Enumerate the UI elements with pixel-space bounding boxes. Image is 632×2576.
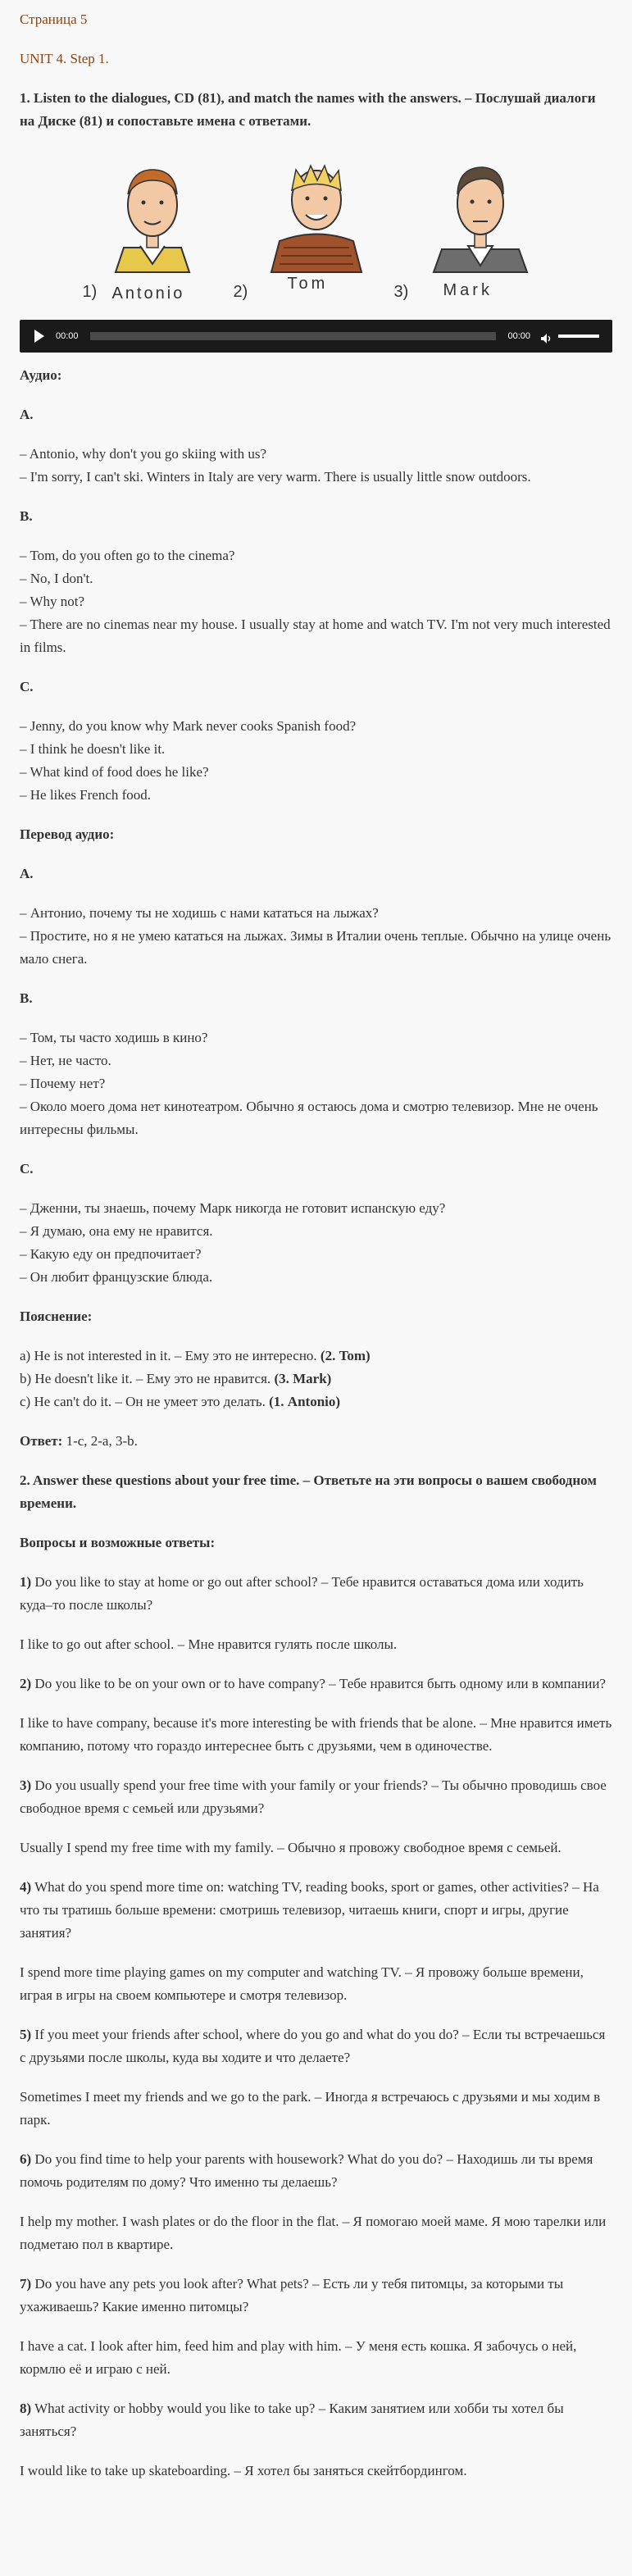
audio-c-line: – Jenny, do you know why Mark never cooks Spanish food? <box>20 718 357 734</box>
question-text: Do you have any pets you look after? What pets? – Есть ли у тебя питомцы, за которыми ты ухаживаешь? Какие именно питомцы? <box>20 2276 564 2314</box>
audio-a-line: – I'm sorry, I can't ski. Winters in Italy are very warm. There is usually little snow outdoors. <box>20 469 531 485</box>
volume-icon[interactable] <box>540 330 552 342</box>
translation-a-line: – Простите, но я не умею кататься на лыжах. Зимы в Италии очень теплые. Обычно на улице очень мало снега. <box>20 928 612 967</box>
audio-c-label: C. <box>20 679 34 694</box>
explanation-answer: (1. Antonio) <box>269 1394 341 1409</box>
answer-3: Usually I spend my free time with my family. – Обычно я провожу свободное время с семьей. <box>20 1840 562 1855</box>
label-num-2: 2) <box>233 283 248 301</box>
audio-c-line: – What kind of food does he like? <box>20 764 209 780</box>
question-1 <box>20 1571 612 1617</box>
answer-5: Sometimes I meet my friends and we go to the park. – Иногда я встречаюсь с друзьями и мы ходим в парк. <box>20 2089 601 2128</box>
audio-b-line: – Tom, do you often go to the cinema? <box>20 548 235 563</box>
audio-player <box>20 320 612 353</box>
translation-a <box>20 902 612 971</box>
audio-a <box>20 443 612 489</box>
translation-c-line: – Я думаю, она ему не нравится. <box>20 1223 213 1239</box>
translation-b-label: B. <box>20 990 33 1006</box>
explanation-line: b) He doesn't like it. – Ему это не нравится. <box>20 1371 275 1386</box>
question-number: 1) <box>20 1574 32 1590</box>
audio-c-line: – I think he doesn't like it. <box>20 741 166 757</box>
answer-label: Ответ: <box>20 1433 63 1449</box>
label-mark: Mark <box>443 281 493 299</box>
question-number: 3) <box>20 1777 32 1793</box>
audio-b <box>20 544 612 659</box>
question-number: 8) <box>20 2401 32 2416</box>
question-text: Do you like to stay at home or go out after school? – Тебе нравится оставаться дома или ходить куда–то после школы? <box>20 1574 584 1613</box>
translation-a-label: A. <box>20 866 34 881</box>
seek-bar[interactable] <box>90 332 497 340</box>
audio-b-line: – No, I don't. <box>20 571 93 586</box>
unit-title: UNIT 4. Step 1. <box>20 51 109 66</box>
translation-a-line: – Антонио, почему ты не ходишь с нами кататься на лыжах? <box>20 905 379 921</box>
question-2 <box>20 1673 612 1695</box>
answer-text: 1-c, 2-a, 3-b. <box>62 1433 138 1449</box>
question-5 <box>20 2023 612 2069</box>
translation-title: Перевод аудио: <box>20 826 115 842</box>
audio-title: Аудио: <box>20 367 62 383</box>
answer-4: I spend more time playing games on my computer and watching TV. – Я провожу больше времени, играя в игры на своем компьютере и смотря телевизор. <box>20 1964 584 2003</box>
label-num-3: 3) <box>393 283 409 301</box>
answer-8: I would like to take up skateboarding. – Я хотел бы заняться скейтбордингом. <box>20 2463 467 2478</box>
audio-b-label: B. <box>20 508 33 524</box>
explanation-line: a) He is not interested in it. – Ему это не интересно. <box>20 1348 321 1363</box>
task2-subtitle: Вопросы и возможные ответы: <box>20 1535 216 1550</box>
answer <box>20 1430 612 1453</box>
question-number: 2) <box>20 1676 32 1691</box>
task2-title: 2. Answer these questions about your free time. – Ответьте на эти вопросы о вашем свободном времени. <box>20 1472 597 1511</box>
task1-title: 1. Listen to the dialogues, CD (81), and match the names with the answers. – Послушай диалоги на Диске (81) и сопоставьте имена с ответами. <box>20 90 596 129</box>
question-text: If you meet your friends after school, where do you go and what do you do? – Если ты встречаешься с друзьями после школы, куда вы ходите и что делаете? <box>20 2027 606 2065</box>
audio-b-line: – There are no cinemas near my house. I usually stay at home and watch TV. I'm not very much interested in films. <box>20 617 611 655</box>
question-number: 7) <box>20 2276 32 2292</box>
answer-6: I help my mother. I wash plates or do the floor in the flat. – Я помогаю моей маме. Я мою тарелки или подметаю пол в квартире. <box>20 2214 607 2252</box>
audio-a-label: A. <box>20 407 34 422</box>
answer-1: I like to go out after school. – Мне нравится гулять после школы. <box>20 1636 398 1652</box>
person-antonio <box>83 149 222 305</box>
explanation-line: c) He can't do it. – Он не умеет это делать. <box>20 1394 270 1409</box>
audio-c <box>20 715 612 807</box>
question-number: 5) <box>20 2027 32 2042</box>
translation-c-line: – Какую еду он предпочитает? <box>20 1246 202 1262</box>
duration-time: 00:00 <box>507 331 530 341</box>
question-text: Do you find time to help your parents with housework? What do you do? – Находишь ли ты время помочь родителям по дому? Что именно ты делаешь? <box>20 2151 593 2190</box>
explanation-title: Пояснение: <box>20 1308 93 1324</box>
person-mark <box>393 149 550 305</box>
answer-2: I like to have company, because it's more interesting be with friends that be alone. – Мне нравится иметь компанию, потому что гораздо интереснее быть с друзьями, чем в одиночестве. <box>20 1715 612 1754</box>
audio-a-line: – Antonio, why don't you go skiing with us? <box>20 446 267 462</box>
audio-b-line: – Why not? <box>20 594 85 609</box>
translation-b <box>20 1026 612 1141</box>
page-number: Страница 5 <box>20 11 88 27</box>
play-icon[interactable] <box>34 330 44 343</box>
question-3 <box>20 1774 612 1820</box>
person-tom <box>233 149 386 305</box>
label-antonio: Antonio <box>111 284 185 303</box>
question-6 <box>20 2148 612 2194</box>
translation-b-line: – Почему нет? <box>20 1076 106 1091</box>
translation-c-label: C. <box>20 1161 34 1176</box>
label-tom: Tom <box>287 275 329 293</box>
explanation-answer: (3. Mark) <box>274 1371 332 1386</box>
question-text: What do you spend more time on: watching TV, reading books, sport or games, other activities? – На что ты тратишь больше времени: смотришь телевизор, читаешь книги, спорт и игры, другие занятия? <box>20 1879 599 1941</box>
translation-c-line: – Дженни, ты знаешь, почему Марк никогда не готовит испанскую еду? <box>20 1200 446 1216</box>
translation-b-line: – Нет, не часто. <box>20 1053 111 1068</box>
question-4 <box>20 1876 612 1945</box>
translation-c <box>20 1197 612 1289</box>
question-number: 6) <box>20 2151 32 2167</box>
current-time: 00:00 <box>56 331 79 341</box>
question-text: What activity or hobby would you like to take up? – Каким занятием или хобби ты хотел бы заняться? <box>20 2401 564 2439</box>
question-text: Do you usually spend your free time with your family or your friends? – Ты обычно проводишь свое свободное время с семьей или друзьями? <box>20 1777 607 1816</box>
question-8 <box>20 2397 612 2443</box>
translation-b-line: – Том, ты часто ходишь в кино? <box>20 1030 208 1045</box>
volume-slider[interactable] <box>558 335 599 338</box>
illustration <box>83 149 550 305</box>
audio-c-line: – He likes French food. <box>20 787 152 803</box>
question-number: 4) <box>20 1879 32 1895</box>
question-7 <box>20 2273 612 2319</box>
explanation-list <box>20 1345 612 1413</box>
label-num-1: 1) <box>82 283 98 301</box>
translation-b-line: – Около моего дома нет кинотеатром. Обычно я остаюсь дома и смотрю телевизор. Мне не очень интересны фильмы. <box>20 1099 598 1137</box>
question-text: Do you like to be on your own or to have company? – Тебе нравится быть одному или в компании? <box>31 1676 606 1691</box>
translation-c-line: – Он любит французские блюда. <box>20 1269 213 1285</box>
explanation-answer: (2. Tom) <box>320 1348 371 1363</box>
answer-7: I have a cat. I look after him, feed him and play with him. – У меня есть кошка. Я забочусь о ней, кормлю её и играю с ней. <box>20 2338 577 2377</box>
